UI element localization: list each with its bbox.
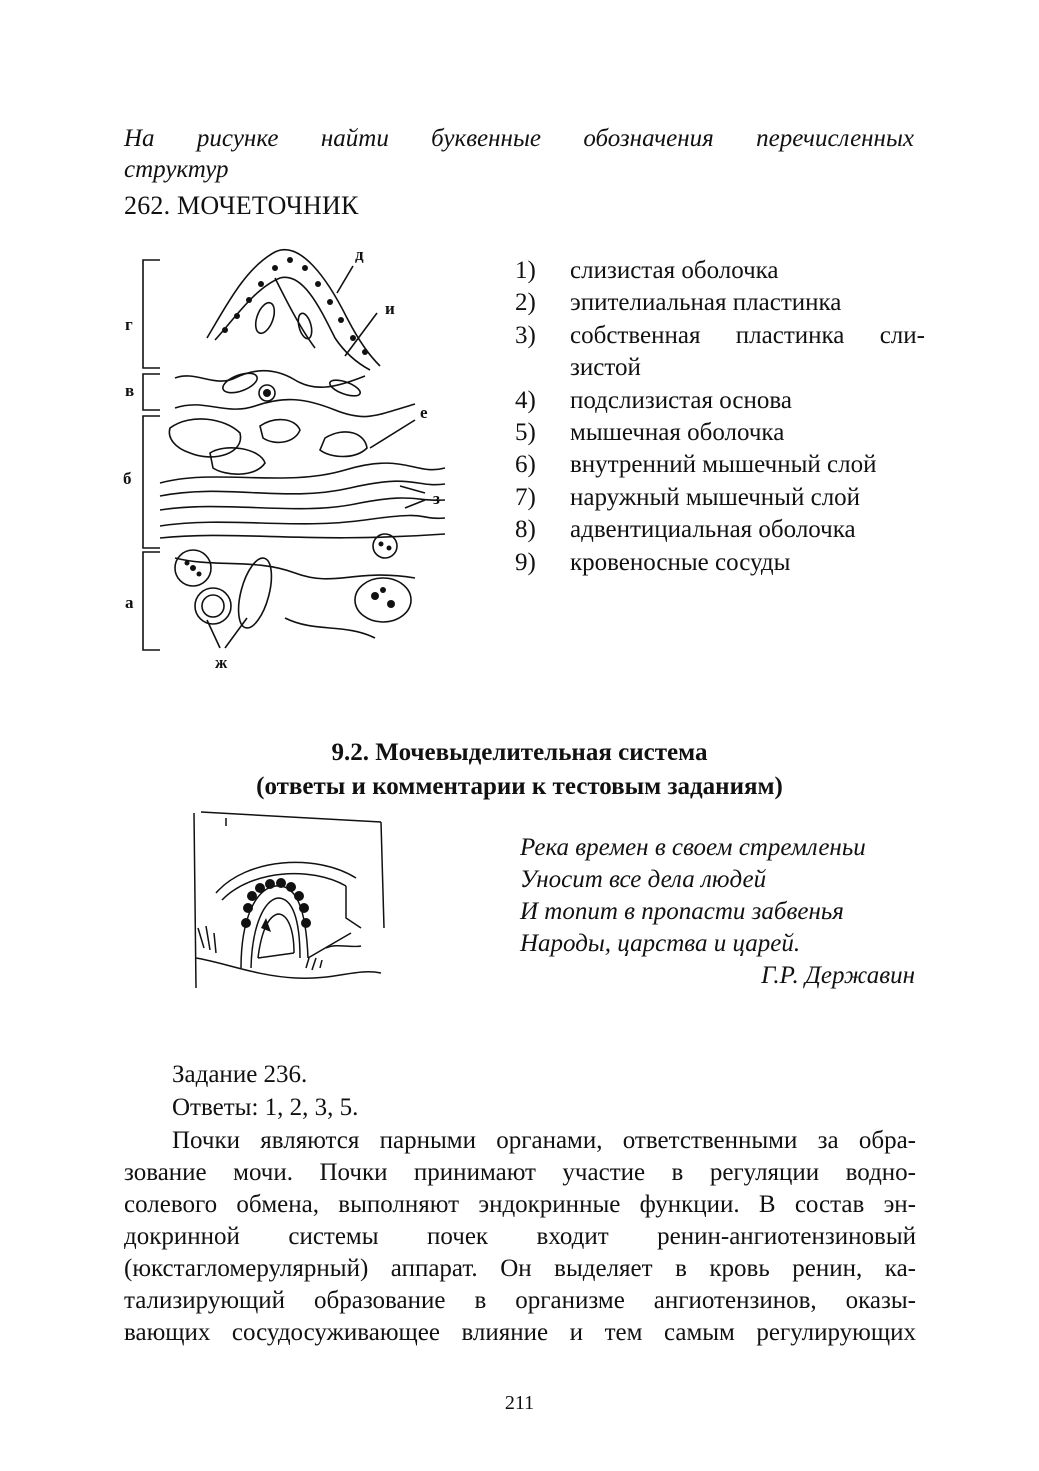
bridge-illustration [186,808,386,998]
figure-label-i: и [385,299,395,318]
option-number: 4) [515,386,536,414]
poem-line: И топит в пропасти забвенья [520,898,844,925]
figure-label-a: а [125,593,134,612]
option-text: адвентициальная оболочка [570,516,856,544]
explanation-paragraph [124,1125,916,1349]
option-item [515,417,925,449]
figure-label-v: в [125,381,135,400]
option-number: 2) [515,289,536,317]
poem-author: Г.Р. Державин [761,962,915,989]
option-number: 5) [515,419,536,447]
option-item [515,255,925,287]
option-number: 6) [515,451,536,479]
poem-line: Народы, царства и царей. [520,930,801,957]
option-text-continued: зистой [570,354,641,382]
option-text: эпителиальная пластинка [570,289,842,317]
option-text: внутренний мышечный слой [570,451,877,479]
figure-label-d: д [355,245,364,264]
section-title: 9.2. Мочевыделительная система [331,739,708,766]
page-number: 211 [504,1392,535,1414]
option-item [515,287,925,319]
option-text: собственная пластинка сли- [570,321,925,349]
exercise-heading: 262. МОЧЕТОЧНИК [124,191,359,220]
intro-text: На рисунке найти буквенные обозначения перечисленных [124,125,914,152]
option-item [515,547,925,579]
option-number: 7) [515,483,536,511]
paragraph-line: тализирующий образование в организме ангиотензинов, оказы- [124,1287,916,1314]
option-item [515,449,925,481]
section-subtitle: (ответы и комментарии к тестовым заданиям) [256,773,783,800]
option-text: мышечная оболочка [570,419,785,447]
option-number: 8) [515,516,536,544]
figure-label-z: з [433,489,440,508]
option-text: наружный мышечный слой [570,483,861,511]
paragraph-line: солевого обмена, выполняют эндокринные функции. В состав эн- [124,1191,916,1218]
paragraph-line: докринной системы почек входит ренин-ангиотензиновый [124,1223,916,1250]
intro-text-continued: структур [124,156,229,183]
option-item [515,482,925,514]
figure-label-e: е [420,403,428,422]
paragraph-line: вающих сосудосуживающее влияние и тем самым регулирующих [124,1319,916,1346]
paragraph-line: Почки являются парными органами, ответственными за обра- [172,1127,916,1154]
task-answers: Ответы: 1, 2, 3, 5. [172,1094,359,1121]
structure-options-list [515,255,925,579]
figure-label-zh: ж [215,653,228,672]
figure-label-g: г [125,315,133,334]
paragraph-line: (юкстагломерулярный) аппарат. Он выделяет в кровь ренин, ка- [124,1255,916,1282]
epigraph-poem [520,832,915,992]
option-item [515,514,925,546]
option-text: слизистая оболочка [570,257,779,284]
option-text: подслизистая основа [570,386,792,414]
figure-label-b: б [123,469,132,488]
ureter-histology-figure [115,238,455,683]
option-number [515,352,570,384]
task-label: Задание 236. [172,1061,308,1088]
option-number: 9) [515,548,536,576]
option-number: 1) [515,257,536,284]
option-item [515,385,925,417]
option-item [515,352,925,384]
option-text: кровеносные сосуды [570,548,791,576]
poem-line: Уносит все дела людей [520,866,767,893]
option-number: 3) [515,321,536,349]
option-item [515,320,925,352]
poem-line: Река времен в своем стремленьи [520,834,866,861]
paragraph-line: зование мочи. Почки принимают участие в регуляции водно- [124,1159,916,1186]
